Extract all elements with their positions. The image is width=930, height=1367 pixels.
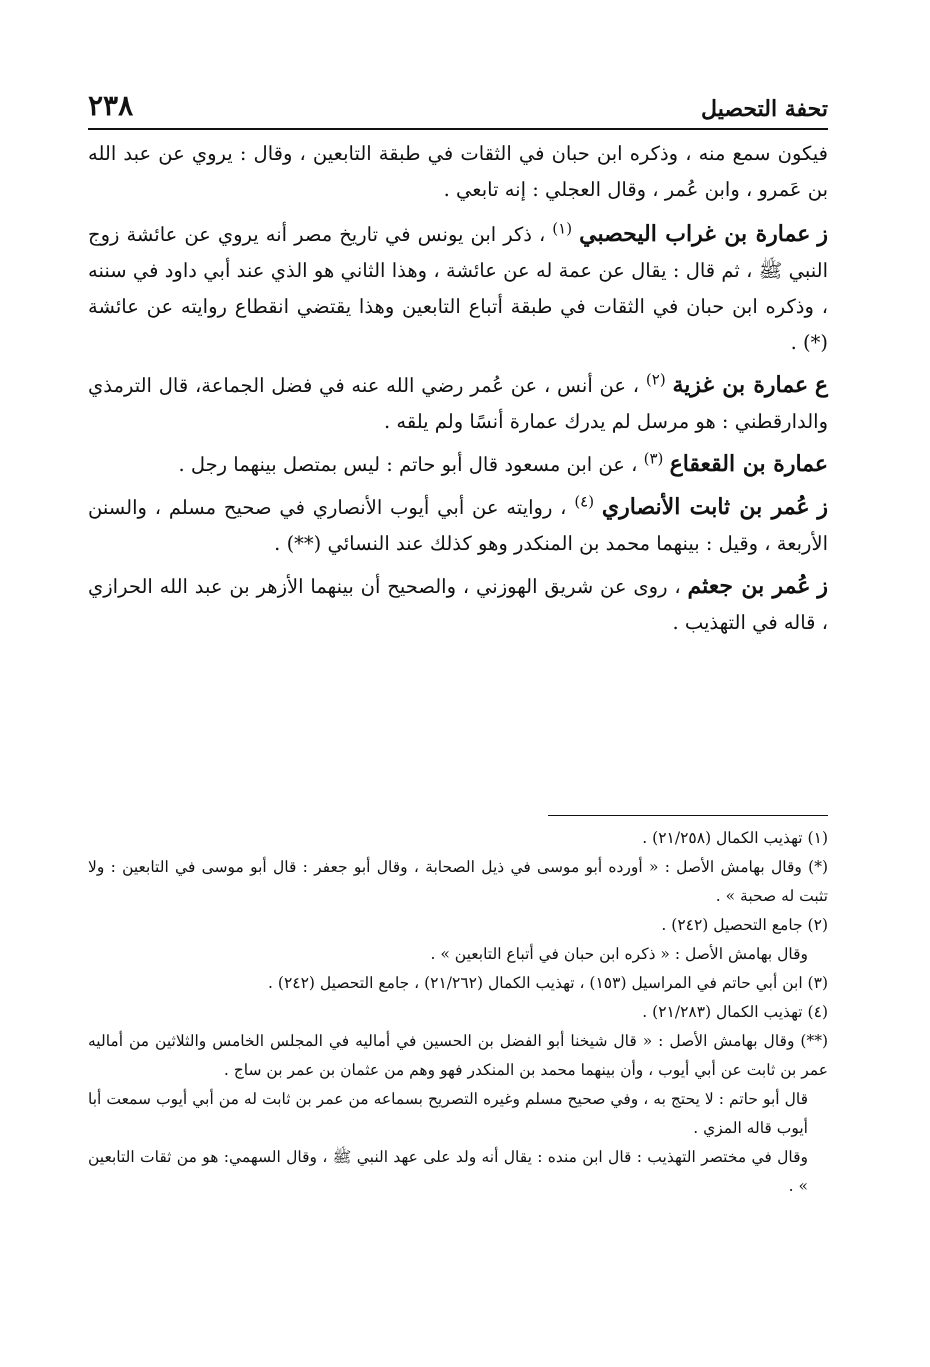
footnote: (١) تهذيب الكمال (٢١/٢٥٨) . <box>642 829 828 847</box>
entry-name: عمارة بن غزية <box>672 372 809 398</box>
entry-umara-ibn-ghaziyya <box>88 367 828 440</box>
footnote: (٢) جامع التحصيل (٢٤٢) . <box>661 916 828 934</box>
entry-siglum: ز <box>817 494 829 520</box>
entry-umar-ibn-thabit <box>88 489 828 562</box>
footnote-continuation: قال أبو حاتم : لا يحتج به ، وفي صحيح مسلم وغيره التصريح بسماعه من عمر بن ثابت له من أبي أيوب سمعت أبا أيوب قاله المزي . <box>88 1090 808 1137</box>
entry-name: عمارة بن غراب اليحصبي <box>579 221 811 247</box>
entry-umara-ibn-al-qaqa <box>88 446 828 483</box>
footnote-ref: (٤) <box>574 492 595 511</box>
entry-text: ، ذكر ابن يونس في تاريخ مصر أنه يروي عن عائشة زوج النبي ﷺ ، ثم قال : يقال عن عمة له عن عائشة ، وهذا الثاني هو الذي عند أبي داود في سننه ، وذكره ابن حبان في الثقات في طبقة أتباع التابعين وهذا يقتضي انقطاع روايته عن عائشة (*) . <box>88 223 828 354</box>
entry-umar-ibn-jutham <box>88 568 828 641</box>
entry-siglum: ع <box>814 372 829 398</box>
page-number: ٢٣٨ <box>88 89 134 122</box>
entry-continuation <box>88 136 828 208</box>
footnote: (٣) ابن أبي حاتم في المراسيل (١٥٣) ، تهذيب الكمال (٢١/٢٦٢) ، جامع التحصيل (٢٤٢) . <box>268 974 828 992</box>
main-text <box>88 136 828 647</box>
entry-umara-ibn-ghurab <box>88 216 828 361</box>
entry-text: ، عن ابن مسعود قال أبو حاتم : ليس بمتصل بينهما رجل . <box>178 453 638 476</box>
page-header <box>88 78 828 122</box>
entry-text: ، روى عن شريق الهوزني ، والصحيح أن بينهما الأزهر بن عبد الله الحرازي ، قاله في التهذيب . <box>88 575 828 634</box>
entry-text: ، روايته عن أبي أيوب الأنصاري في صحيح مسلم ، والسنن الأربعة ، وقيل : بينهما محمد بن المنكدر وهو كذلك عند النسائي (**) . <box>88 496 828 555</box>
entry-text: ، عن أنس ، عن عُمر رضي الله عنه في فضل الجماعة، قال الترمذي والدارقطني : هو مرسل لم يدرك عمارة أنسًا ولم يلقه . <box>88 374 828 433</box>
footnote-ref: (١) <box>552 219 573 238</box>
footnote-ref: (٢) <box>645 370 666 389</box>
page-title: تحفة التحصيل <box>701 96 828 122</box>
footnote-continuation: وقال في مختصر التهذيب : قال ابن منده : يقال أنه ولد على عهد النبي ﷺ ، وقال السهمي: هو من ثقات التابعين » . <box>88 1148 808 1195</box>
footnote-ref: (٣) <box>643 449 664 468</box>
footnote-rule <box>548 815 828 816</box>
entry-text: فيكون سمع منه ، وذكره ابن حبان في الثقات في طبقة التابعين ، وقال : يروي عن عبد الله بن عَمرو ، وابن عُمر ، وقال العجلي : إنه تابعي . <box>88 142 828 201</box>
entry-name: عُمر بن جعثم <box>687 573 811 599</box>
footnotes <box>88 824 828 1201</box>
entry-name: عُمر بن ثابت الأنصاري <box>601 494 810 520</box>
header-rule <box>88 128 828 130</box>
footnote: (*) وقال بهامش الأصل : « أورده أبو موسى في ذيل الصحابة ، وقال أبو جعفر : قال أبو موسى في التابعين : ولا تثبت له صحبة » . <box>88 858 828 905</box>
footnote-continuation: وقال بهامش الأصل : « ذكره ابن حبان في أتباع التابعين » . <box>430 945 808 963</box>
footnote: (**) وقال بهامش الأصل : « قال شيخنا أبو الفضل بن الحسين في أماليه في المجلس الخامس والثلاثين من أماليه عمر بن ثابت عن أبي أيوب ، وأن بينهما محمد بن المنكدر فهو وهم من عثمان بن عمر بن ساج . <box>88 1032 828 1079</box>
entry-siglum: ز <box>817 573 829 599</box>
footnote: (٤) تهذيب الكمال (٢١/٢٨٣) . <box>642 1003 828 1021</box>
entry-name: عمارة بن القعقاع <box>669 451 828 477</box>
entry-siglum: ز <box>817 221 828 247</box>
